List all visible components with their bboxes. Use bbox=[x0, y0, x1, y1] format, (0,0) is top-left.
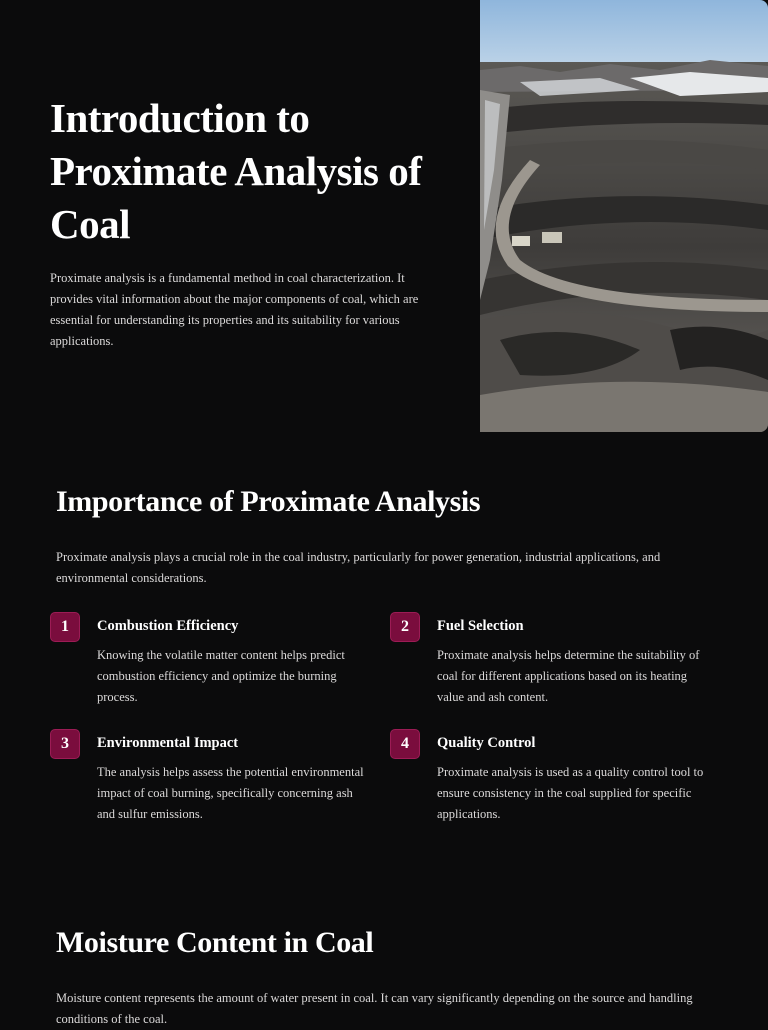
number-badge: 4 bbox=[390, 729, 420, 759]
importance-paragraph: Proximate analysis plays a crucial role in the coal industry, particularly for power generation, industrial applications, and environmental considerations. bbox=[56, 550, 661, 585]
moisture-heading: Moisture Content in Coal bbox=[56, 926, 374, 959]
item-text: Proximate analysis is used as a quality control tool to ensure consistency in the coal supplied for specific applications. bbox=[437, 765, 704, 821]
moisture-paragraph: Moisture content represents the amount of water present in coal. It can vary significantly depending on the source and handling conditions of the coal. bbox=[56, 991, 693, 1026]
item-text: The analysis helps assess the potential environmental impact of coal burning, specifically concerning ash and sulfur emissions. bbox=[97, 765, 364, 821]
item-title: Quality Control bbox=[437, 735, 536, 751]
number-badge: 1 bbox=[50, 612, 80, 642]
number-badge: 3 bbox=[50, 729, 80, 759]
coal-mine-image bbox=[480, 0, 768, 432]
intro-paragraph: Proximate analysis is a fundamental method in coal characterization. It provides vital information about the major components of coal, which are essential for understanding its properties and its suitability for various applications. bbox=[50, 271, 419, 348]
importance-heading: Importance of Proximate Analysis bbox=[56, 485, 481, 518]
item-title: Fuel Selection bbox=[437, 618, 524, 634]
item-text: Proximate analysis helps determine the suitability of coal for different applications based on its heating value and ash content. bbox=[437, 648, 700, 704]
number-badge: 2 bbox=[390, 612, 420, 642]
item-title: Combustion Efficiency bbox=[97, 618, 239, 634]
item-title: Environmental Impact bbox=[97, 735, 239, 751]
page-title: Introduction to Proximate Analysis of Coal bbox=[50, 95, 422, 247]
item-text: Knowing the volatile matter content helps predict combustion efficiency and optimize the burning process. bbox=[97, 648, 345, 704]
